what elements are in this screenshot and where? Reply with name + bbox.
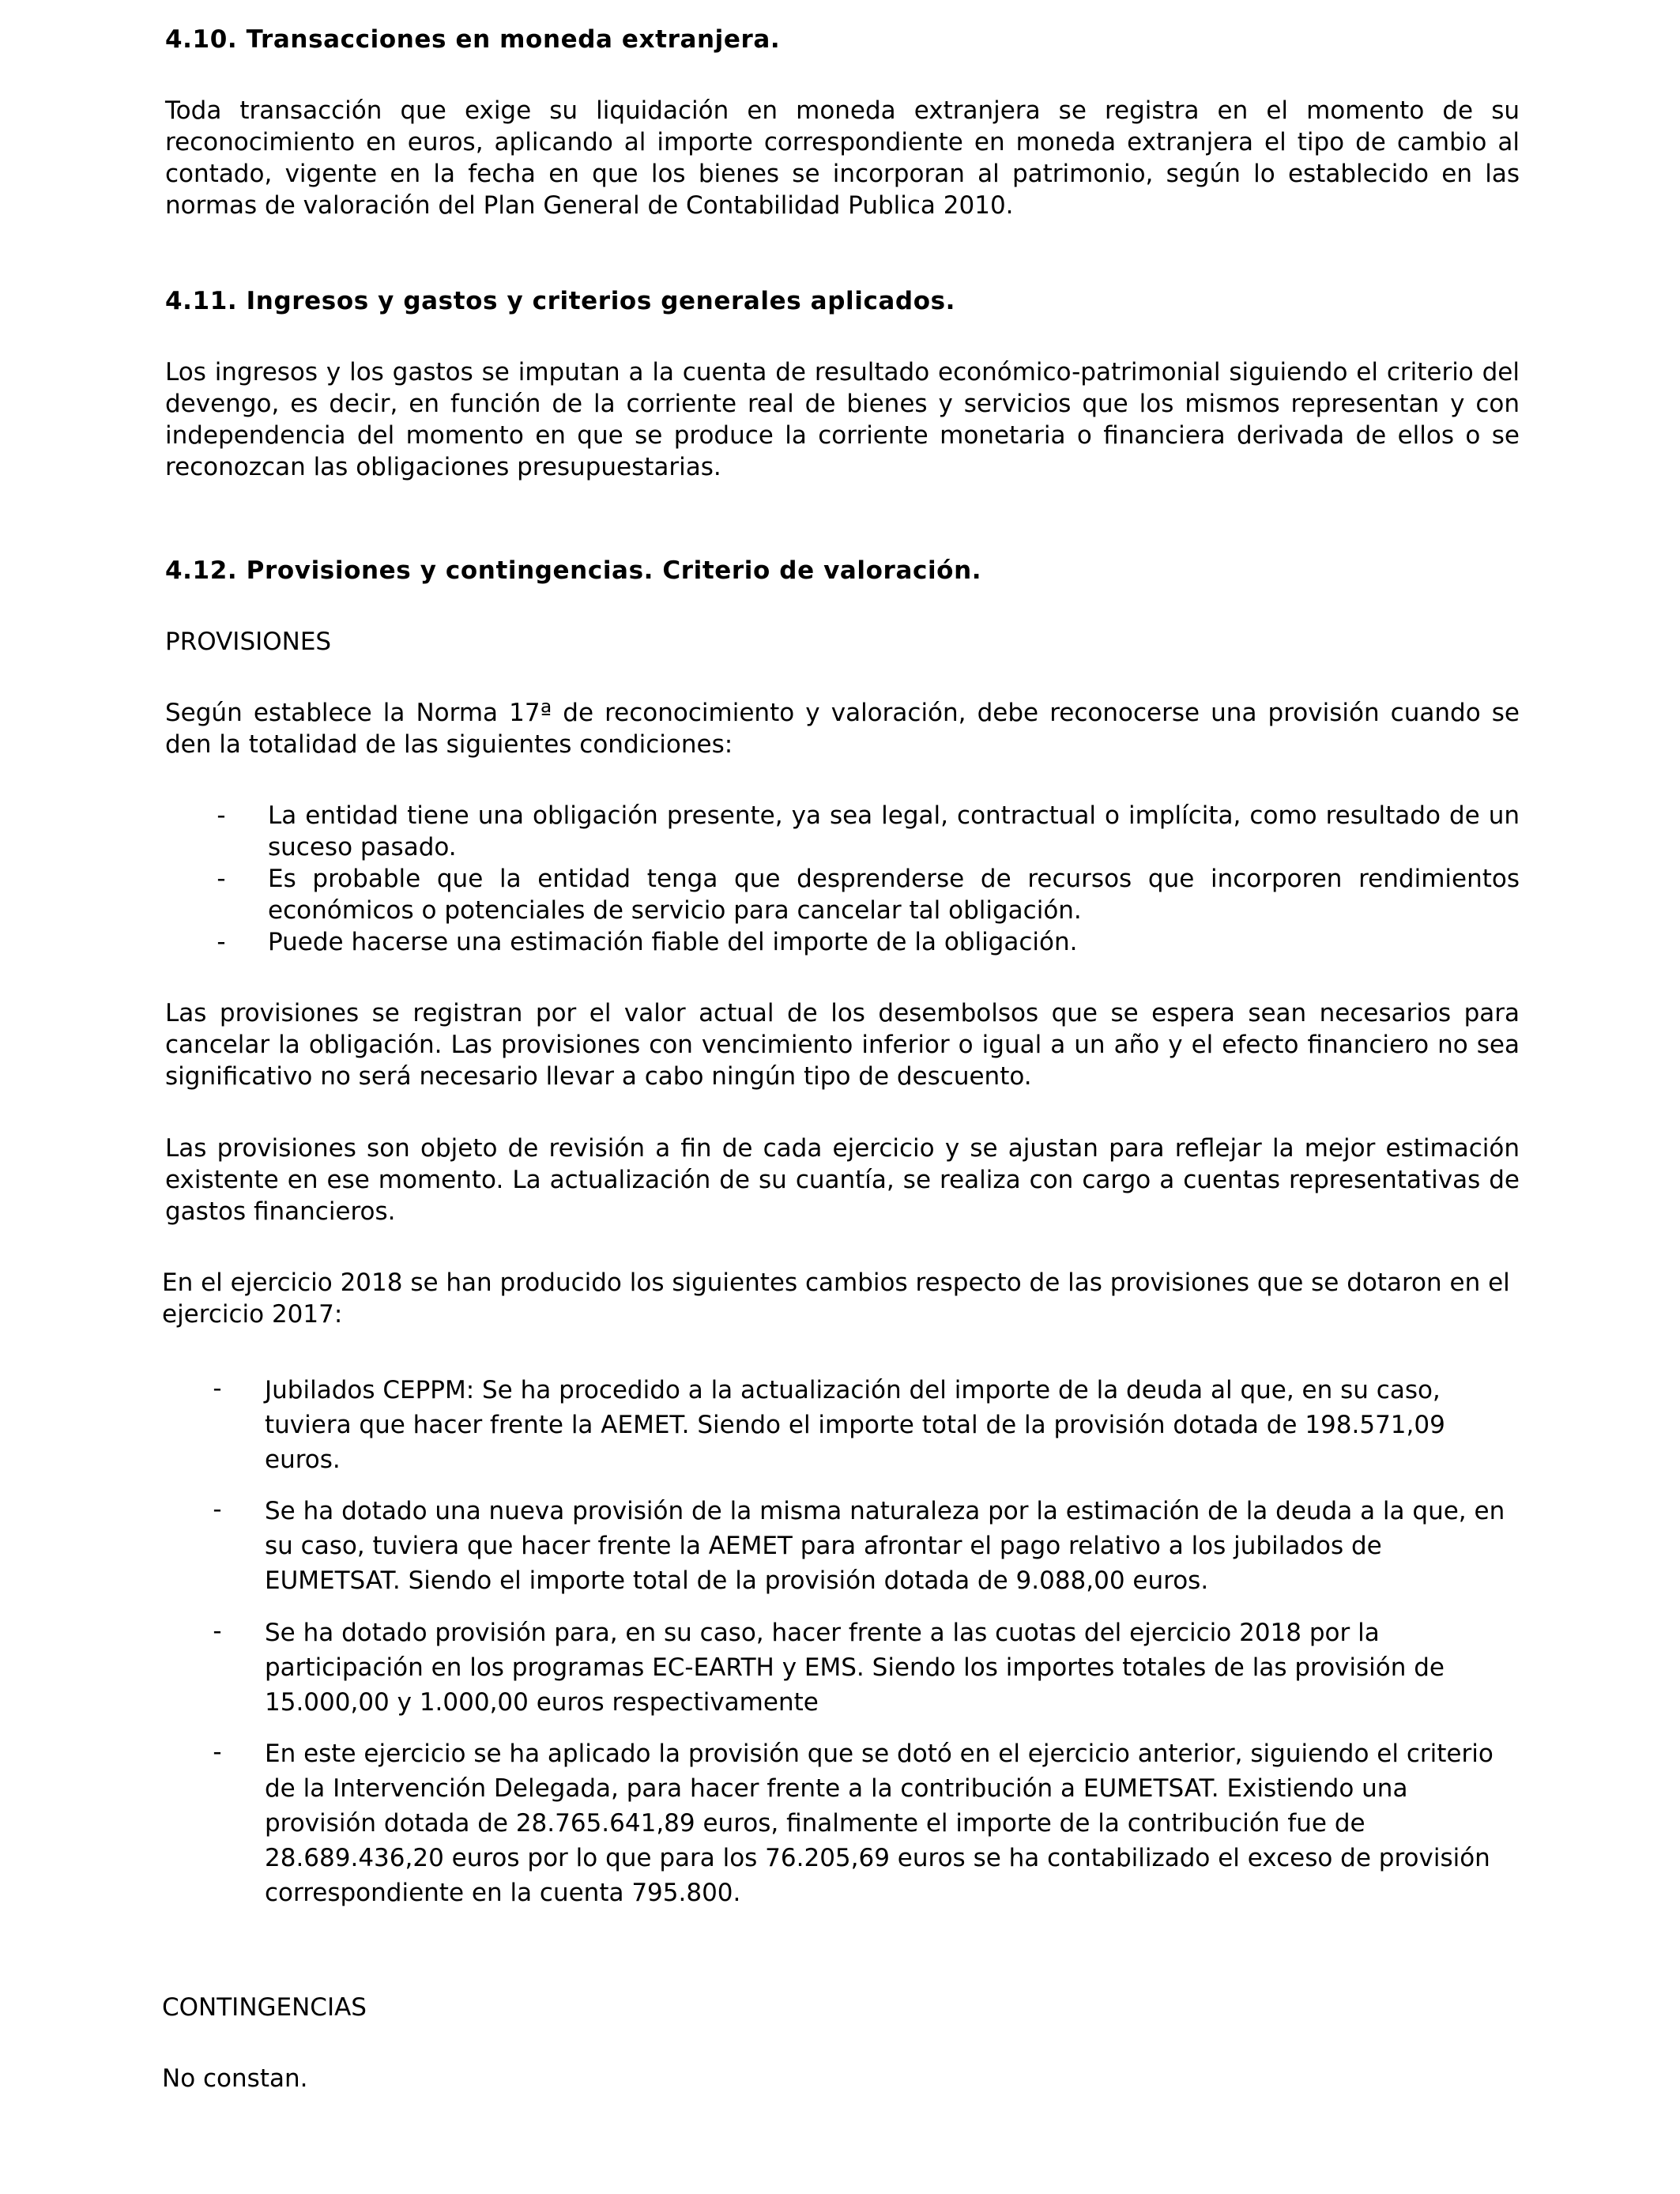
section-body-4-11: Los ingresos y los gastos se imputan a la cuenta de resultado económico-patrimonial siguiendo el criterio del devengo, es decir, en función de la corriente real de bienes y servicios que los mismos representan y con independencia del momento en que se produce la corriente monetaria o financiera derivada de ellos o se reconozcan las obligaciones presupuestarias.	[165, 358, 1520, 481]
provisiones-label: PROVISIONES	[165, 628, 332, 656]
provisiones-intro: Según establece la Norma 17ª de reconocimiento y valoración, debe reconocerse una provisión cuando se den la totalidad de las siguientes condiciones:	[165, 699, 1520, 759]
section-heading-4-12: 4.12. Provisiones y contingencias. Criterio de valoración.	[165, 556, 982, 585]
contingencias-label: CONTINGENCIAS	[162, 1993, 367, 2022]
list-bullet: -	[213, 1617, 222, 1646]
condition-item: Puede hacerse una estimación fiable del importe de la obligación.	[268, 928, 1078, 956]
change-item: Se ha dotado una nueva provisión de la misma naturaleza por la estimación de la deuda a la que, en su caso, tuviera que hacer frente la AEMET para afrontar el pago relativo a los jubilados de EUMETSAT. Siendo el importe total de la provisión dotada de 9.088,00 euros.	[265, 1497, 1505, 1595]
list-bullet: -	[217, 801, 226, 830]
provisiones-paragraph-2: Las provisiones son objeto de revisión a fin de cada ejercicio y se ajustan para reflejar la mejor estimación existente en ese momento. La actualización de su cuantía, se realiza con cargo a cuentas representativas de gastos financieros.	[165, 1134, 1520, 1226]
list-bullet: -	[213, 1374, 222, 1403]
list-bullet: -	[213, 1495, 222, 1524]
section-body-4-10: Toda transacción que exige su liquidación en moneda extranjera se registra en el momento de su reconocimiento en euros, aplicando al importe correspondiente en moneda extranjera el tipo de cambio al contado, vigente en la fecha en que los bienes se incorporan al patrimonio, según lo establecido en las normas de valoración del Plan General de Contabilidad Publica 2010.	[165, 96, 1520, 220]
provisiones-paragraph-1: Las provisiones se registran por el valor actual de los desembolsos que se espera sean necesarios para cancelar la obligación. Las provisiones con vencimiento inferior o igual a un año y el efecto financiero no sea significativo no será necesario llevar a cabo ningún tipo de descuento.	[165, 999, 1520, 1091]
list-bullet: -	[213, 1738, 222, 1766]
list-bullet: -	[217, 928, 226, 956]
change-item: Jubilados CEPPM: Se ha procedido a la actualización del importe de la deuda al que, en su caso, tuviera que hacer frente la AEMET. Siendo el importe total de la provisión dotada de 198.571,09 euros.	[265, 1376, 1445, 1474]
condition-item: La entidad tiene una obligación presente, ya sea legal, contractual o implícita, como resultado de un suceso pasado.	[268, 801, 1520, 861]
section-heading-4-10: 4.10. Transacciones en moneda extranjera.	[165, 25, 781, 54]
list-bullet: -	[217, 865, 226, 893]
contingencias-body: No constan.	[162, 2064, 308, 2093]
change-item: Se ha dotado provisión para, en su caso, hacer frente a las cuotas del ejercicio 2018 por la participación en los programas EC-EARTH y EMS. Siendo los importes totales de las provisión de 15.000,00 y 1.000,00 euros respectivamente	[265, 1619, 1445, 1717]
section-heading-4-11: 4.11. Ingresos y gastos y criterios generales aplicados.	[165, 287, 956, 315]
change-item: En este ejercicio se ha aplicado la provisión que se dotó en el ejercicio anterior, siguiendo el criterio de la Intervención Delegada, para hacer frente a la contribución a EUMETSAT. Existiendo una provisión dotada de 28.765.641,89 euros, finalmente el importe de la contribución fue de 28.689.436,20 euros por lo que para los 76.205,69 euros se ha contabilizado el exceso de provisión correspondiente en la cuenta 795.800.	[265, 1740, 1494, 1907]
condition-item: Es probable que la entidad tenga que desprenderse de recursos que incorporen rendimientos económicos o potenciales de servicio para cancelar tal obligación.	[268, 865, 1520, 925]
provisiones-paragraph-3: En el ejercicio 2018 se han producido los siguientes cambios respecto de las provisiones que se dotaron en el ejercicio 2017:	[162, 1269, 1510, 1329]
